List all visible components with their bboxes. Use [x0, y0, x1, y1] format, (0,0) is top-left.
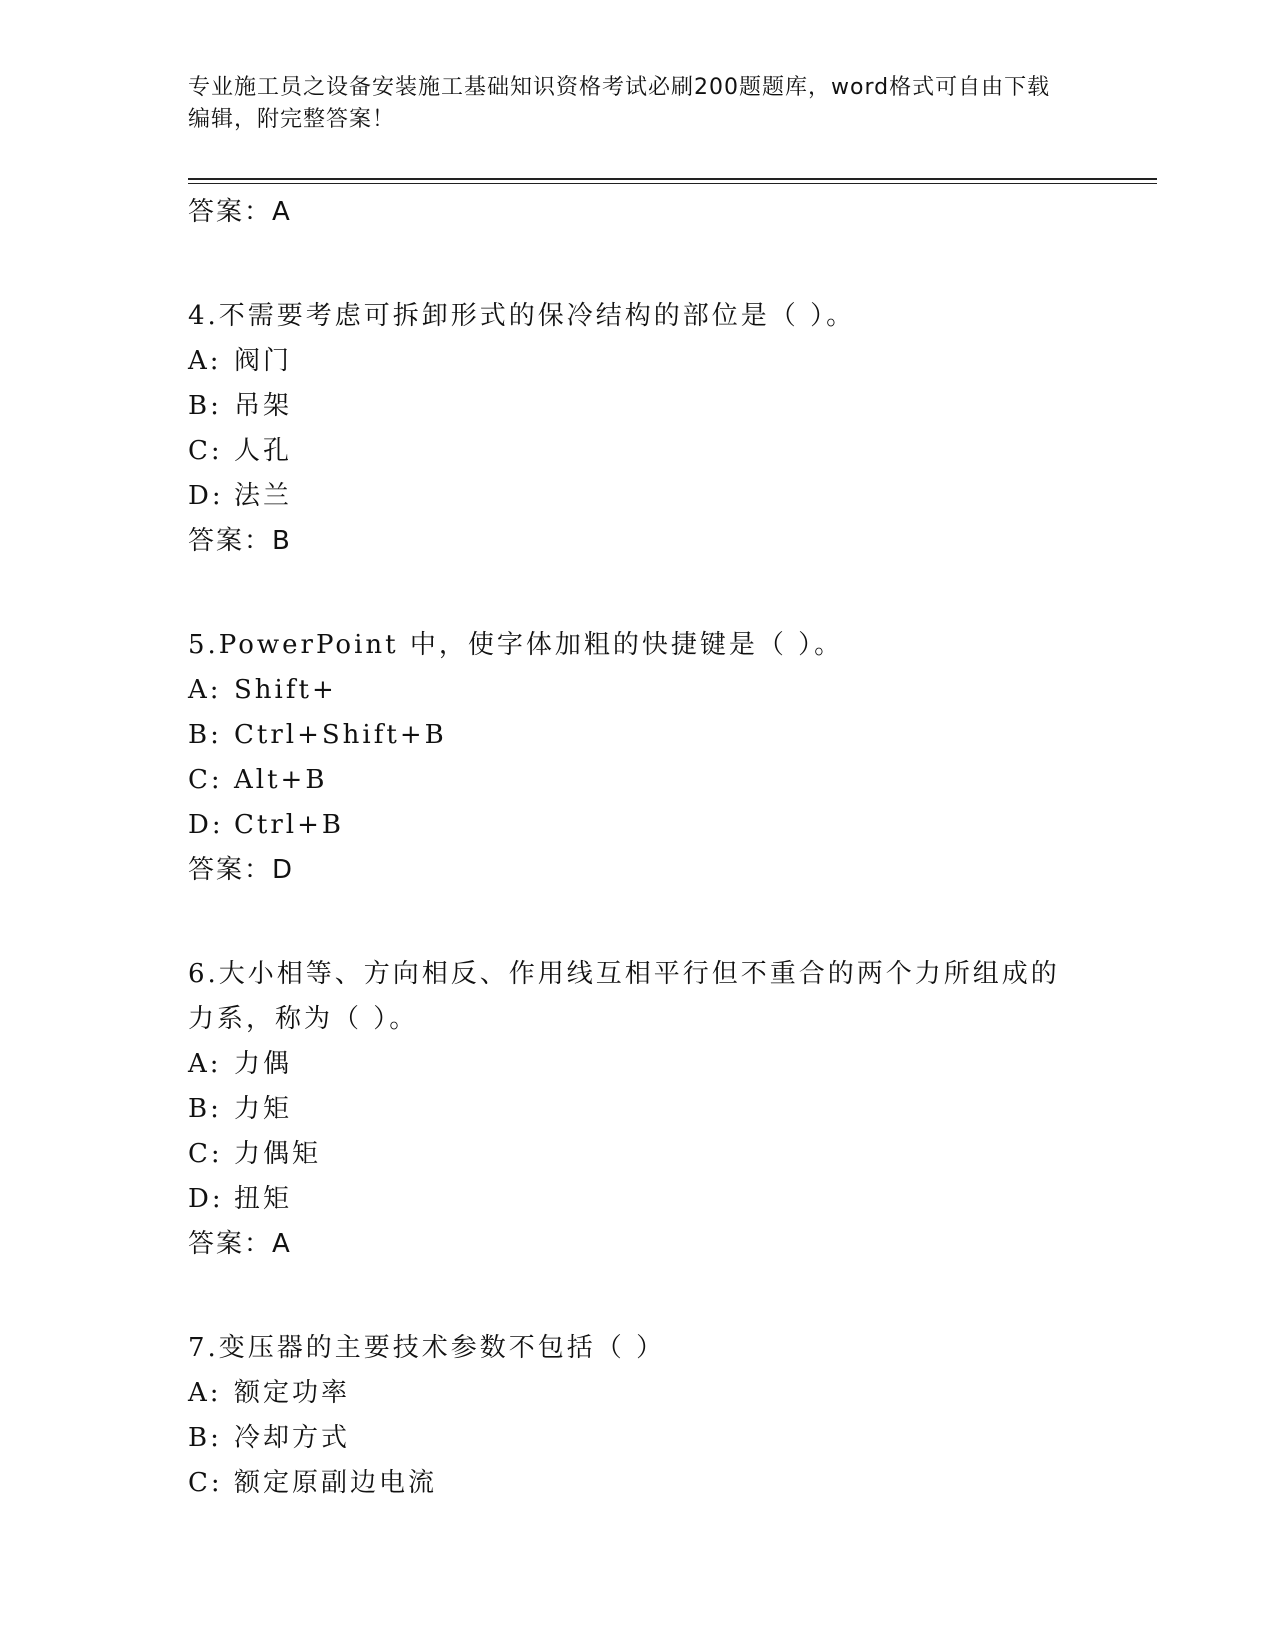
answer-line: 答案：A [188, 1229, 292, 1259]
option-letter: D: [188, 810, 224, 840]
question-text: 4.不需要考虑可拆卸形式的保冷结构的部位是（ ）。 [188, 301, 856, 331]
option-a [188, 668, 1088, 713]
spacer [188, 563, 1088, 615]
option-text: Ctrl+Shift+B [234, 720, 447, 750]
question-block [188, 615, 1088, 892]
option-text: Shift+ [234, 675, 337, 705]
option-letter: B: [188, 720, 222, 750]
question-block [188, 1318, 1088, 1506]
option-text: 额定功率 [234, 1378, 351, 1408]
option-text: 力偶 [234, 1049, 293, 1079]
option-text: 法兰 [234, 481, 293, 511]
option-letter: C: [188, 1468, 223, 1498]
option-letter: D: [188, 1184, 224, 1214]
option-a [188, 1371, 1088, 1416]
option-text: 力偶矩 [234, 1139, 322, 1169]
option-text: 额定原副边电流 [234, 1468, 438, 1498]
option-c [188, 1132, 1088, 1177]
spacer [188, 1266, 1088, 1318]
option-text: 扭矩 [234, 1184, 293, 1214]
option-d [188, 474, 1088, 519]
answer-line: 答案：B [188, 526, 292, 556]
option-text: 冷却方式 [234, 1423, 351, 1453]
spacer [188, 234, 1088, 286]
option-text: 阀门 [234, 346, 293, 376]
answer-line: 答案：D [188, 855, 295, 885]
spacer [188, 892, 1088, 944]
question-text: 7.变压器的主要技术参数不包括（ ） [188, 1333, 666, 1363]
option-letter: C: [188, 436, 223, 466]
option-text: 力矩 [234, 1094, 293, 1124]
option-c [188, 1461, 1088, 1506]
option-d [188, 803, 1088, 848]
option-a [188, 1042, 1088, 1087]
option-a [188, 339, 1088, 384]
answer-line: 答案：A [188, 197, 292, 227]
option-b [188, 713, 1088, 758]
question-list [188, 190, 1088, 1506]
option-text: 人孔 [234, 436, 293, 466]
option-b [188, 1087, 1088, 1132]
option-letter: B: [188, 391, 222, 421]
header-divider-thick [188, 178, 1157, 180]
question-block [188, 944, 1088, 1266]
option-letter: D: [188, 481, 224, 511]
document-header: 专业施工员之设备安装施工基础知识资格考试必刷200题题库，word格式可自由下载编辑，附完整答案！ [188, 75, 1051, 132]
option-b [188, 1416, 1088, 1461]
option-text: 吊架 [234, 391, 293, 421]
option-letter: A: [188, 1378, 222, 1408]
question-block [188, 286, 1088, 563]
option-letter: C: [188, 1139, 223, 1169]
option-c [188, 429, 1088, 474]
option-letter: B: [188, 1094, 222, 1124]
question-text: 5.PowerPoint 中，使字体加粗的快捷键是（ ）。 [188, 630, 844, 660]
option-text: Alt+B [234, 765, 328, 795]
option-b [188, 384, 1088, 429]
option-letter: A: [188, 675, 222, 705]
option-letter: A: [188, 1049, 222, 1079]
option-letter: C: [188, 765, 223, 795]
header-divider-thin [188, 183, 1157, 184]
option-d [188, 1177, 1088, 1222]
option-letter: A: [188, 346, 222, 376]
option-text: Ctrl+B [234, 810, 344, 840]
question-text: 6.大小相等、方向相反、作用线互相平行但不重合的两个力所组成的力系，称为（ ）。 [188, 959, 1060, 1034]
option-c [188, 758, 1088, 803]
option-letter: B: [188, 1423, 222, 1453]
